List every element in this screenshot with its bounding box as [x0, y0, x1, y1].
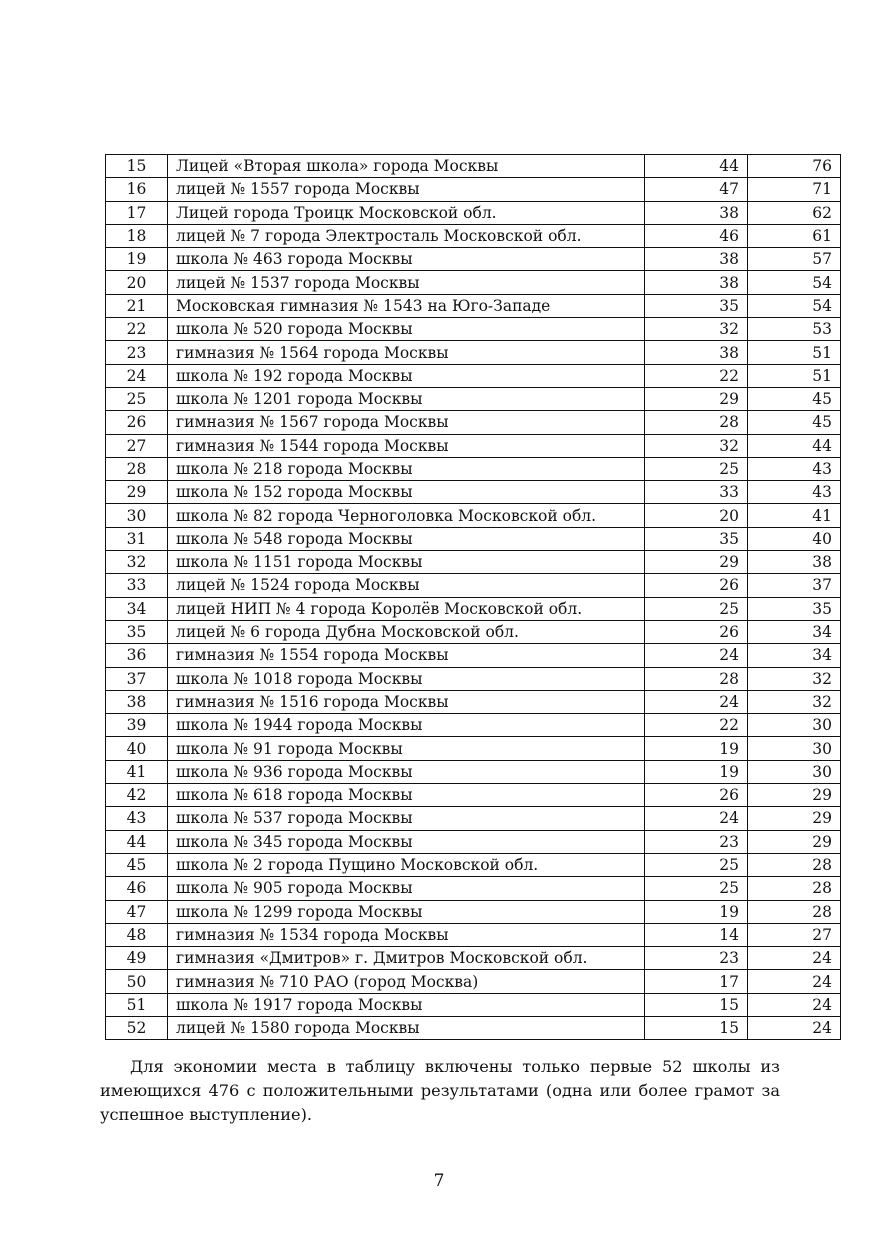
school-name-cell: лицей № 1524 города Москвы [168, 574, 645, 597]
score-b-cell: 28 [748, 900, 841, 923]
table-row [106, 318, 841, 341]
table-row [106, 620, 841, 643]
score-a-cell: 22 [645, 714, 748, 737]
score-b-cell: 62 [748, 201, 841, 224]
place-cell: 47 [106, 900, 168, 923]
score-a-cell: 25 [645, 597, 748, 620]
table-row [106, 970, 841, 993]
place-cell: 36 [106, 644, 168, 667]
school-name-cell: гимназия № 1534 города Москвы [168, 923, 645, 946]
place-cell: 41 [106, 760, 168, 783]
school-name-cell: школа № 537 города Москвы [168, 807, 645, 830]
place-cell: 42 [106, 784, 168, 807]
table-row [106, 411, 841, 434]
school-name-cell: школа № 1917 города Москвы [168, 993, 645, 1016]
score-a-cell: 46 [645, 224, 748, 247]
place-cell: 37 [106, 667, 168, 690]
score-a-cell: 25 [645, 877, 748, 900]
place-cell: 39 [106, 714, 168, 737]
table-row [106, 947, 841, 970]
table-row [106, 527, 841, 550]
school-name-cell: школа № 1299 города Москвы [168, 900, 645, 923]
table-row [106, 644, 841, 667]
table-row [106, 178, 841, 201]
school-name-cell: школа № 1201 города Москвы [168, 387, 645, 410]
score-a-cell: 19 [645, 900, 748, 923]
place-cell: 24 [106, 364, 168, 387]
school-name-cell: лицей № 6 города Дубна Московской обл. [168, 620, 645, 643]
school-name-cell: гимназия № 710 РАО (город Москва) [168, 970, 645, 993]
table-row [106, 387, 841, 410]
table-row [106, 155, 841, 178]
score-a-cell: 29 [645, 551, 748, 574]
score-a-cell: 25 [645, 853, 748, 876]
score-b-cell: 34 [748, 620, 841, 643]
table-row [106, 1016, 841, 1039]
score-b-cell: 76 [748, 155, 841, 178]
score-b-cell: 30 [748, 760, 841, 783]
school-name-cell: гимназия «Дмитров» г. Дмитров Московской обл. [168, 947, 645, 970]
score-b-cell: 37 [748, 574, 841, 597]
table-row [106, 737, 841, 760]
score-b-cell: 45 [748, 387, 841, 410]
table-row [106, 504, 841, 527]
score-a-cell: 28 [645, 411, 748, 434]
place-cell: 27 [106, 434, 168, 457]
school-name-cell: школа № 548 города Москвы [168, 527, 645, 550]
table-row [106, 714, 841, 737]
score-b-cell: 45 [748, 411, 841, 434]
table-row [106, 853, 841, 876]
school-name-cell: гимназия № 1544 города Москвы [168, 434, 645, 457]
school-name-cell: школа № 618 города Москвы [168, 784, 645, 807]
place-cell: 29 [106, 481, 168, 504]
place-cell: 17 [106, 201, 168, 224]
score-a-cell: 29 [645, 387, 748, 410]
score-b-cell: 53 [748, 318, 841, 341]
table-row [106, 457, 841, 480]
table-row [106, 574, 841, 597]
school-name-cell: школа № 520 города Москвы [168, 318, 645, 341]
score-a-cell: 38 [645, 248, 748, 271]
table-row [106, 551, 841, 574]
score-b-cell: 29 [748, 807, 841, 830]
school-name-cell: Московская гимназия № 1543 на Юго-Западе [168, 294, 645, 317]
table-row [106, 294, 841, 317]
score-a-cell: 24 [645, 690, 748, 713]
score-a-cell: 26 [645, 574, 748, 597]
score-a-cell: 32 [645, 318, 748, 341]
score-a-cell: 20 [645, 504, 748, 527]
score-b-cell: 51 [748, 341, 841, 364]
schools-results-table [105, 154, 841, 1040]
place-cell: 48 [106, 923, 168, 946]
table-row [106, 434, 841, 457]
school-name-cell: школа № 82 города Черноголовка Московской обл. [168, 504, 645, 527]
school-name-cell: школа № 1151 города Москвы [168, 551, 645, 574]
place-cell: 34 [106, 597, 168, 620]
school-name-cell: школа № 463 города Москвы [168, 248, 645, 271]
score-a-cell: 28 [645, 667, 748, 690]
place-cell: 23 [106, 341, 168, 364]
school-name-cell: школа № 936 города Москвы [168, 760, 645, 783]
place-cell: 21 [106, 294, 168, 317]
place-cell: 15 [106, 155, 168, 178]
place-cell: 18 [106, 224, 168, 247]
score-b-cell: 24 [748, 993, 841, 1016]
place-cell: 49 [106, 947, 168, 970]
place-cell: 50 [106, 970, 168, 993]
school-name-cell: лицей НИП № 4 города Королёв Московской обл. [168, 597, 645, 620]
table-row [106, 248, 841, 271]
table-row [106, 364, 841, 387]
score-b-cell: 24 [748, 1016, 841, 1039]
page-number: 7 [433, 1171, 445, 1191]
table-row [106, 993, 841, 1016]
score-a-cell: 25 [645, 457, 748, 480]
score-b-cell: 30 [748, 737, 841, 760]
table-row [106, 760, 841, 783]
score-a-cell: 47 [645, 178, 748, 201]
table-row [106, 481, 841, 504]
table-row [106, 201, 841, 224]
score-b-cell: 54 [748, 294, 841, 317]
school-name-cell: школа № 192 города Москвы [168, 364, 645, 387]
score-b-cell: 38 [748, 551, 841, 574]
place-cell: 43 [106, 807, 168, 830]
score-a-cell: 23 [645, 830, 748, 853]
school-name-cell: школа № 905 города Москвы [168, 877, 645, 900]
score-a-cell: 35 [645, 294, 748, 317]
place-cell: 52 [106, 1016, 168, 1039]
score-a-cell: 23 [645, 947, 748, 970]
place-cell: 38 [106, 690, 168, 713]
place-cell: 28 [106, 457, 168, 480]
table-row [106, 877, 841, 900]
score-a-cell: 33 [645, 481, 748, 504]
table-row [106, 341, 841, 364]
score-b-cell: 35 [748, 597, 841, 620]
score-b-cell: 29 [748, 784, 841, 807]
score-a-cell: 19 [645, 760, 748, 783]
school-name-cell: школа № 2 города Пущино Московской обл. [168, 853, 645, 876]
place-cell: 31 [106, 527, 168, 550]
score-b-cell: 28 [748, 877, 841, 900]
score-a-cell: 22 [645, 364, 748, 387]
score-a-cell: 35 [645, 527, 748, 550]
school-name-cell: школа № 91 города Москвы [168, 737, 645, 760]
score-b-cell: 43 [748, 481, 841, 504]
school-name-cell: школа № 1018 города Москвы [168, 667, 645, 690]
table-body [106, 155, 841, 1040]
place-cell: 22 [106, 318, 168, 341]
school-name-cell: лицей № 1557 города Москвы [168, 178, 645, 201]
table-row [106, 667, 841, 690]
score-b-cell: 54 [748, 271, 841, 294]
score-a-cell: 26 [645, 784, 748, 807]
score-b-cell: 40 [748, 527, 841, 550]
table-row [106, 807, 841, 830]
score-b-cell: 61 [748, 224, 841, 247]
school-name-cell: гимназия № 1554 города Москвы [168, 644, 645, 667]
place-cell: 35 [106, 620, 168, 643]
school-name-cell: гимназия № 1516 города Москвы [168, 690, 645, 713]
place-cell: 30 [106, 504, 168, 527]
score-b-cell: 27 [748, 923, 841, 946]
score-a-cell: 24 [645, 807, 748, 830]
score-a-cell: 38 [645, 201, 748, 224]
table-row [106, 923, 841, 946]
place-cell: 16 [106, 178, 168, 201]
table-row [106, 597, 841, 620]
school-name-cell: Лицей «Вторая школа» города Москвы [168, 155, 645, 178]
school-name-cell: школа № 345 города Москвы [168, 830, 645, 853]
score-b-cell: 41 [748, 504, 841, 527]
table-note: Для экономии места в таблицу включены только первые 52 школы из имеющихся 476 с положительными результатами (одна или более грамот за успешное выступление). [100, 1057, 780, 1124]
score-b-cell: 57 [748, 248, 841, 271]
score-b-cell: 51 [748, 364, 841, 387]
score-a-cell: 38 [645, 341, 748, 364]
school-name-cell: гимназия № 1564 города Москвы [168, 341, 645, 364]
score-b-cell: 43 [748, 457, 841, 480]
table-row [106, 271, 841, 294]
place-cell: 32 [106, 551, 168, 574]
place-cell: 44 [106, 830, 168, 853]
school-name-cell: гимназия № 1567 города Москвы [168, 411, 645, 434]
score-b-cell: 24 [748, 947, 841, 970]
place-cell: 26 [106, 411, 168, 434]
score-b-cell: 30 [748, 714, 841, 737]
place-cell: 20 [106, 271, 168, 294]
score-b-cell: 71 [748, 178, 841, 201]
place-cell: 19 [106, 248, 168, 271]
score-b-cell: 32 [748, 690, 841, 713]
score-a-cell: 44 [645, 155, 748, 178]
score-a-cell: 24 [645, 644, 748, 667]
score-a-cell: 38 [645, 271, 748, 294]
place-cell: 46 [106, 877, 168, 900]
school-name-cell: школа № 1944 города Москвы [168, 714, 645, 737]
table-row [106, 830, 841, 853]
score-a-cell: 15 [645, 993, 748, 1016]
score-a-cell: 32 [645, 434, 748, 457]
score-a-cell: 19 [645, 737, 748, 760]
score-b-cell: 44 [748, 434, 841, 457]
school-name-cell: лицей № 1580 города Москвы [168, 1016, 645, 1039]
place-cell: 40 [106, 737, 168, 760]
score-a-cell: 26 [645, 620, 748, 643]
score-b-cell: 34 [748, 644, 841, 667]
score-a-cell: 14 [645, 923, 748, 946]
table-row [106, 224, 841, 247]
place-cell: 33 [106, 574, 168, 597]
score-b-cell: 29 [748, 830, 841, 853]
school-name-cell: Лицей города Троицк Московской обл. [168, 201, 645, 224]
school-name-cell: школа № 152 города Москвы [168, 481, 645, 504]
place-cell: 25 [106, 387, 168, 410]
table-row [106, 690, 841, 713]
table-row [106, 900, 841, 923]
score-b-cell: 32 [748, 667, 841, 690]
score-b-cell: 24 [748, 970, 841, 993]
school-name-cell: школа № 218 города Москвы [168, 457, 645, 480]
score-a-cell: 15 [645, 1016, 748, 1039]
score-a-cell: 17 [645, 970, 748, 993]
score-b-cell: 28 [748, 853, 841, 876]
place-cell: 51 [106, 993, 168, 1016]
place-cell: 45 [106, 853, 168, 876]
school-name-cell: лицей № 7 города Электросталь Московской обл. [168, 224, 645, 247]
school-name-cell: лицей № 1537 города Москвы [168, 271, 645, 294]
table-row [106, 784, 841, 807]
